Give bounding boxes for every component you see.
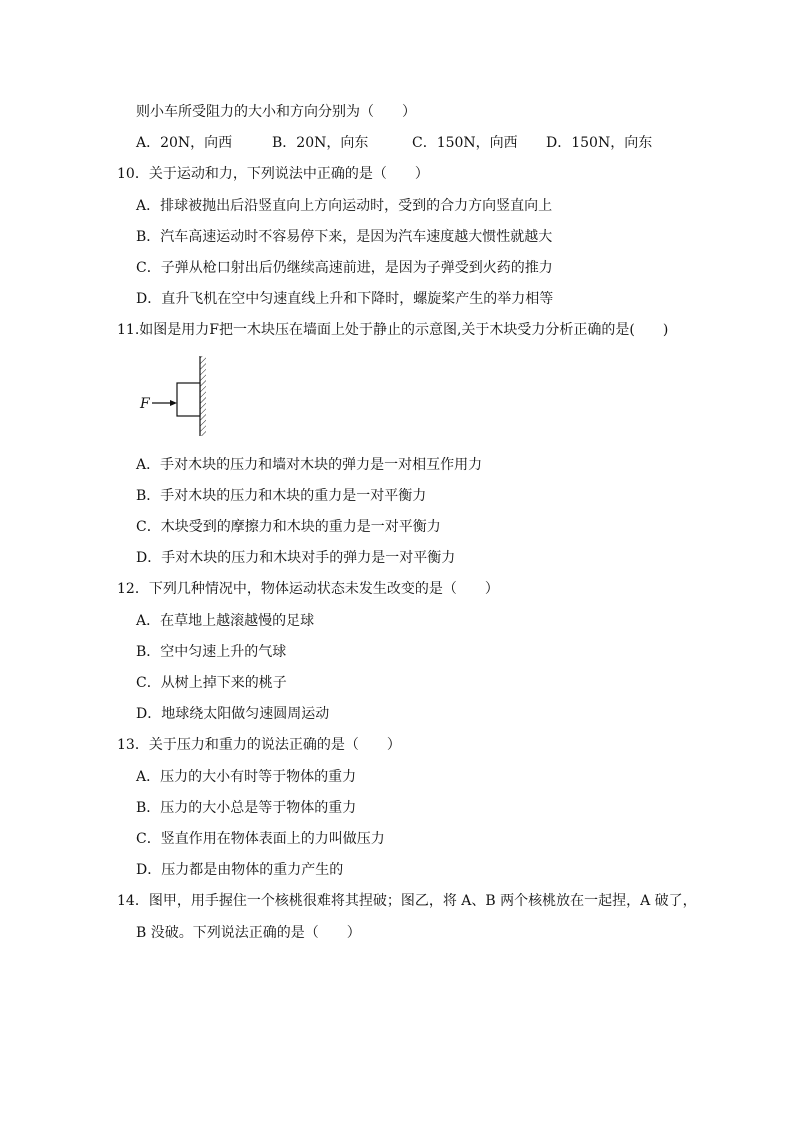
- q10-option-a: A．排球被抛出后沿竖直向上方向运动时，受到的合力方向竖直向上: [136, 198, 553, 214]
- q12-option-d: D．地球绕太阳做匀速圆周运动: [136, 706, 330, 722]
- q13-option-d: D．压力都是由物体的重力产生的: [136, 862, 344, 878]
- q9-option-b: B．20N，向东: [272, 135, 369, 151]
- q12-option-b: B．空中匀速上升的气球: [136, 644, 287, 660]
- force-label: F: [140, 396, 150, 412]
- q12-option-c: C．从树上掉下来的桃子: [136, 675, 287, 691]
- q9-option-d: D．150N，向东: [546, 135, 653, 151]
- wooden-block: [177, 383, 200, 416]
- q13-option-b: B．压力的大小总是等于物体的重力: [136, 800, 357, 816]
- q14-stem-line1: 14．图甲，用手握住一个核桃很难将其捏破；图乙，将 A、B 两个核桃放在一起捏，A 破了，: [117, 893, 697, 909]
- q9-stem-continuation: 则小车所受阻力的大小和方向分别为（ ）: [136, 104, 416, 120]
- q11-option-a: A．手对木块的压力和墙对木块的弹力是一对相互作用力: [136, 457, 483, 473]
- q14-stem-line2: B 没破。下列说法正确的是（ ）: [136, 925, 361, 941]
- q10-option-b: B．汽车高速运动时不容易停下来，是因为汽车速度越大惯性就越大: [136, 229, 553, 245]
- q11-stem: 11.如图是用力F把一木块压在墙面上处于静止的示意图,关于木块受力分析正确的是( ): [117, 322, 669, 338]
- q9-option-a: A．20N，向西: [136, 135, 233, 151]
- force-arrow-head: [170, 400, 177, 406]
- q13-stem: 13．关于压力和重力的说法正确的是（ ）: [117, 737, 401, 753]
- q10-stem: 10．关于运动和力，下列说法中正确的是（ ）: [117, 166, 429, 182]
- q10-option-c: C．子弹从枪口射出后仍继续高速前进，是因为子弹受到火药的推力: [136, 260, 553, 276]
- wall-hatching: [200, 356, 206, 436]
- q10-option-d: D．直升飞机在空中匀速直线上升和下降时，螺旋桨产生的举力相等: [136, 291, 554, 307]
- q11-option-b: B．手对木块的压力和木块的重力是一对平衡力: [136, 488, 427, 504]
- q13-option-a: A．压力的大小有时等于物体的重力: [136, 769, 357, 785]
- q13-option-c: C．竖直作用在物体表面上的力叫做压力: [136, 831, 385, 847]
- q9-option-c: C．150N，向西: [412, 135, 518, 151]
- q11-option-c: C．木块受到的摩擦力和木块的重力是一对平衡力: [136, 519, 441, 535]
- wall-block-force-diagram: [136, 354, 216, 438]
- q9-options: [0, 134, 794, 152]
- q12-option-a: A．在草地上越滚越慢的足球: [136, 613, 315, 629]
- q11-option-d: D．手对木块的压力和木块对手的弹力是一对平衡力: [136, 550, 456, 566]
- q12-stem: 12．下列几种情况中，物体运动状态未发生改变的是（ ）: [117, 581, 499, 597]
